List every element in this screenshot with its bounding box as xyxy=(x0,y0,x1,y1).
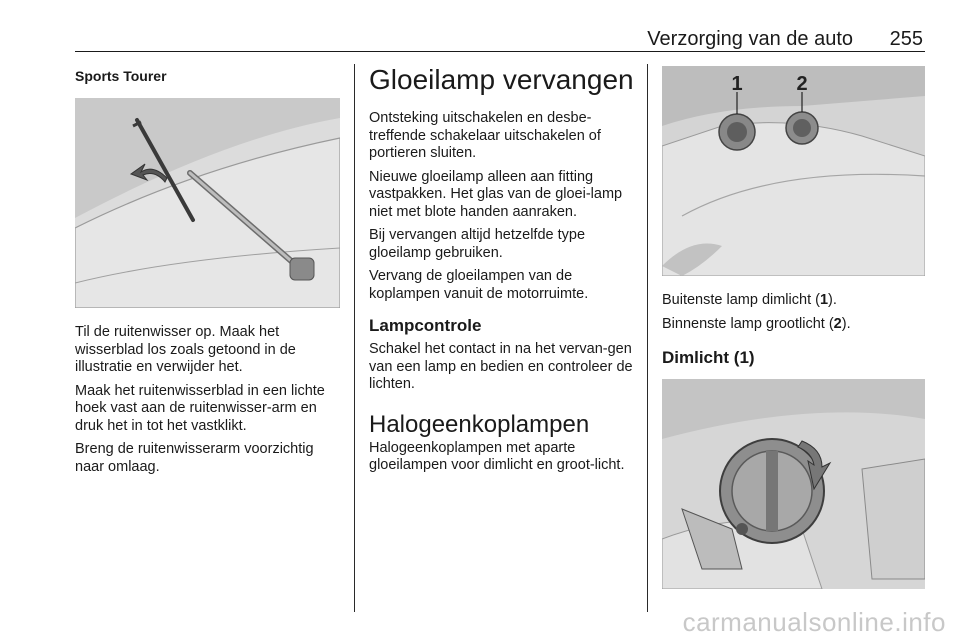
lamp-cover-drawing xyxy=(662,379,925,589)
dimlicht-heading: Dimlicht (1) xyxy=(662,348,755,367)
column-1 xyxy=(75,64,340,482)
paragraph: Bij vervangen altijd hetzelfde type gloeilamp gebruiken. xyxy=(369,227,586,261)
caption-1: Buitenste lamp dimlicht (1). xyxy=(662,292,837,308)
halogeen-heading: Halogeenkoplampen xyxy=(369,410,590,438)
dimlicht-illustration xyxy=(662,379,925,589)
paragraph: Breng de ruitenwisserarm voorzichtig naar omlaag. xyxy=(75,441,314,475)
figure-label-2: 2 xyxy=(796,73,808,95)
watermark: carmanualsonline.info xyxy=(682,607,946,637)
paragraph: Nieuwe gloeilamp alleen aan fitting vastpakken. Het glas van de gloei-lamp niet met blote handen aanraken. xyxy=(369,168,623,220)
column-2 xyxy=(369,64,634,481)
paragraph: Maak het ruitenwisserblad in een lichte hoek vast aan de ruitenwisser-arm en druk het in tot het vastklikt. xyxy=(75,382,325,434)
paragraph: Halogeenkoplampen met aparte gloeilampen voor dimlicht en groot-licht. xyxy=(369,439,625,473)
paragraph: Schakel het contact in na het vervan-gen van een lamp en bedien en controleer de lichten. xyxy=(369,341,633,392)
column-divider-2 xyxy=(647,64,648,612)
column-divider-1 xyxy=(354,64,355,612)
paragraph: Til de ruitenwisser op. Maak het wisserblad los zoals getoond in de illustratie en verwijder het. xyxy=(75,324,296,375)
lampcontrole-heading: Lampcontrole xyxy=(369,316,482,335)
headlamp-drawing xyxy=(662,66,925,276)
column-3 xyxy=(662,64,927,589)
header-title: Verzorging van de auto xyxy=(647,28,853,50)
headlamp-illustration xyxy=(662,66,925,276)
figure-label-1: 1 xyxy=(731,73,743,95)
paragraph: Vervang de gloeilampen van de koplampen vanuit de motorruimte. xyxy=(369,268,589,302)
wiper-illustration xyxy=(75,98,340,308)
section-title: Gloeilamp vervangen xyxy=(369,64,634,95)
paragraph: Ontsteking uitschakelen en desbe-treffende schakelaar uitschakelen of portieren sluiten. xyxy=(369,110,601,161)
wiper-drawing xyxy=(75,98,340,308)
sports-tourer-heading: Sports Tourer xyxy=(75,68,167,84)
caption-2: Binnenste lamp grootlicht (2). xyxy=(662,315,851,332)
page-number: 255 xyxy=(889,28,923,50)
page-header xyxy=(75,26,925,52)
